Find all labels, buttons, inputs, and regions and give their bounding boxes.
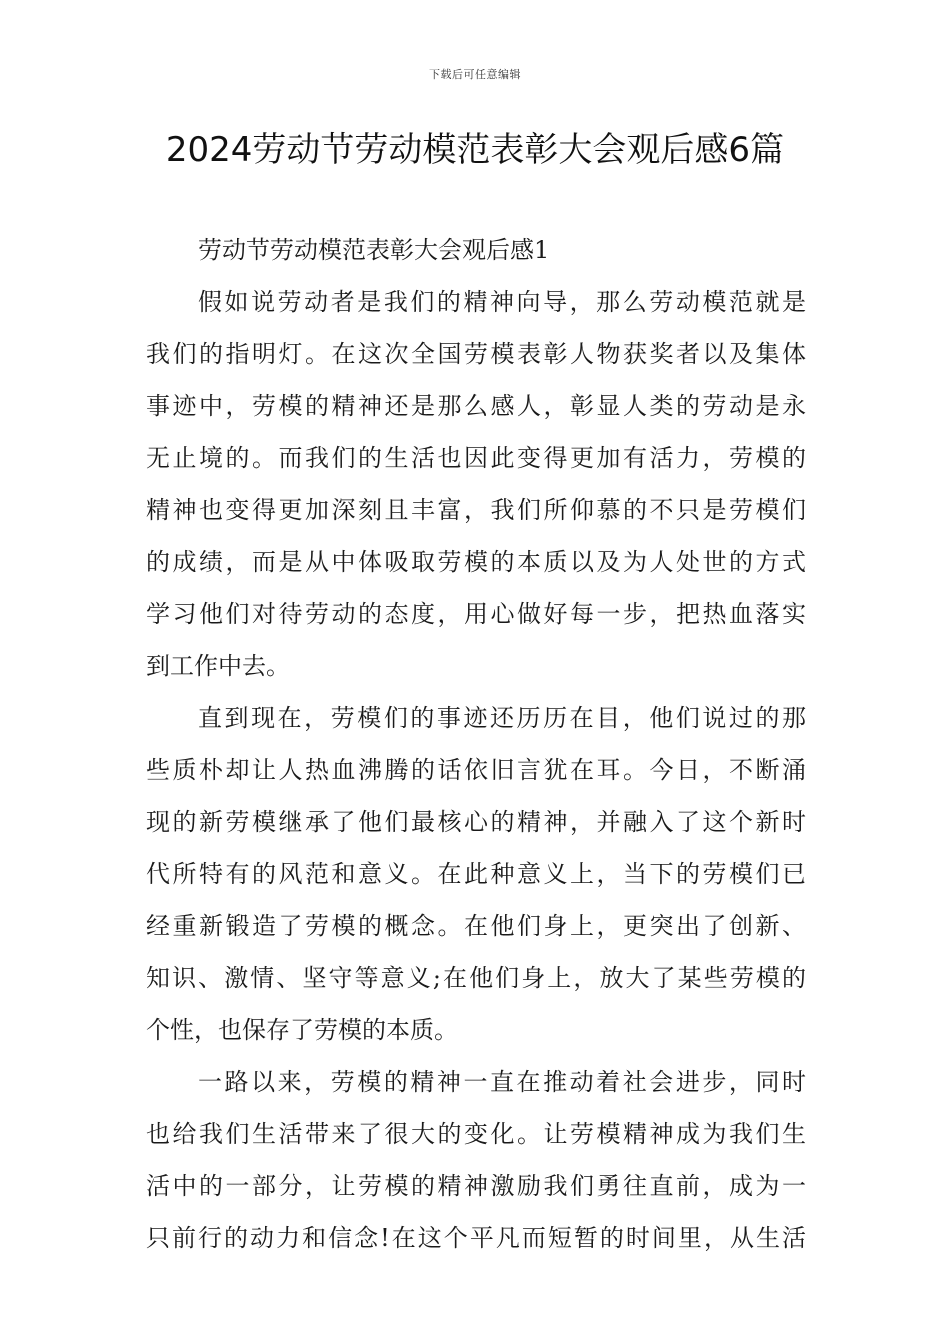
paragraph-line: 的成绩，而是从中体吸取劳模的本质以及为人处世的方式 [146, 548, 806, 576]
paragraph-line: 学习他们对待劳动的态度，用心做好每一步，把热血落实 [146, 600, 806, 628]
paragraph-line: 无止境的。而我们的生活也因此变得更加有活力，劳模的 [146, 444, 806, 472]
paragraph-line: 个性，也保存了劳模的本质。 [146, 1016, 458, 1044]
paragraph-line: 也给我们生活带来了很大的变化。让劳模精神成为我们生 [146, 1120, 806, 1148]
paragraph-line: 假如说劳动者是我们的精神向导，那么劳动模范就是 [198, 288, 806, 316]
paragraph-line: 事迹中，劳模的精神还是那么感人，彰显人类的劳动是永 [146, 392, 806, 420]
paragraph-line: 现的新劳模继承了他们最核心的精神，并融入了这个新时 [146, 808, 806, 836]
paragraph-line: 经重新锻造了劳模的概念。在他们身上，更突出了创新、 [146, 912, 806, 940]
paragraph-line: 活中的一部分，让劳模的精神激励我们勇往直前，成为一 [146, 1172, 806, 1200]
paragraph-line: 到工作中去。 [146, 652, 290, 680]
paragraph-2 [146, 692, 806, 1056]
paragraph-line: 我们的指明灯。在这次全国劳模表彰人物获奖者以及集体 [146, 340, 806, 368]
paragraph-3 [146, 1056, 806, 1264]
paragraph-line: 只前行的动力和信念!在这个平凡而短暂的时间里，从生活 [146, 1224, 806, 1252]
paragraph-line: 些质朴却让人热血沸腾的话依旧言犹在耳。今日，不断涌 [146, 756, 806, 784]
document-title: 2024劳动节劳动模范表彰大会观后感6篇 [165, 130, 785, 170]
paragraph-line: 代所特有的风范和意义。在此种意义上，当下的劳模们已 [146, 860, 806, 888]
document-body [146, 224, 806, 1264]
paragraph-line: 直到现在，劳模们的事迹还历历在目，他们说过的那 [198, 704, 806, 732]
paragraph-line: 精神也变得更加深刻且丰富，我们所仰慕的不只是劳模们 [146, 496, 806, 524]
paragraph-line: 一路以来，劳模的精神一直在推动着社会进步，同时 [198, 1068, 806, 1096]
section-heading: 劳动节劳动模范表彰大会观后感1 [198, 236, 550, 264]
paragraph-line: 知识、激情、坚守等意义;在他们身上，放大了某些劳模的 [146, 964, 806, 992]
download-note: 下载后可任意编辑 [429, 68, 521, 81]
paragraph-1 [146, 276, 806, 692]
